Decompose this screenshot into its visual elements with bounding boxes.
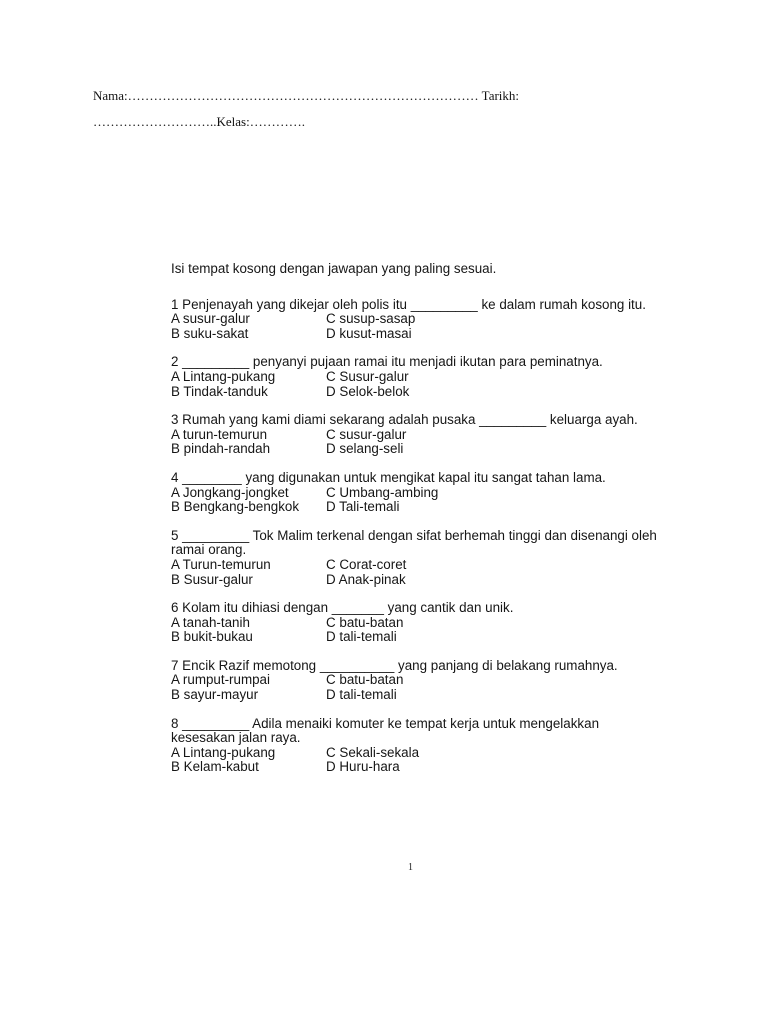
question-1 xyxy=(171,298,661,342)
question-stem: 7 Encik Razif memotong __________ yang panjang di belakang rumahnya. xyxy=(171,657,618,673)
question-stem: 4 ________ yang digunakan untuk mengikat kapal itu sangat tahan lama. xyxy=(171,469,606,485)
answer-options xyxy=(171,616,661,645)
option-d: D selang-seli xyxy=(326,441,404,457)
option-d: D Selok-belok xyxy=(326,383,410,399)
question-stem: 3 Rumah yang kami diami sekarang adalah pusaka _________ keluarga ayah. xyxy=(171,412,638,428)
class-line: ………………………..Kelas:…………. xyxy=(93,114,305,129)
question-2 xyxy=(171,355,661,399)
option-c: C batu-batan xyxy=(326,672,404,688)
option-d: D Tali-temali xyxy=(326,499,400,515)
option-a: A turun-temurun xyxy=(171,426,268,442)
option-d: D kusut-masai xyxy=(326,325,412,341)
question-stem: 6 Kolam itu dihiasi dengan _______ yang cantik dan unik. xyxy=(171,600,514,616)
option-c: C Umbang-ambing xyxy=(326,484,439,500)
option-b: B Bengkang-bengkok xyxy=(171,499,300,515)
page-number: 1 xyxy=(408,862,413,873)
option-c: C susur-galur xyxy=(326,426,407,442)
question-stem: 8 _________ Adila menaiki komuter ke tempat kerja untuk mengelakkan kesesakan jalan raya. xyxy=(171,715,600,746)
option-b: B Susur-galur xyxy=(171,571,253,587)
option-a: A Turun-temurun xyxy=(171,556,271,572)
option-c: C Sekali-sekala xyxy=(326,744,420,760)
question-7 xyxy=(171,659,661,703)
option-c: C batu-batan xyxy=(326,614,404,630)
option-b: B Kelam-kabut xyxy=(171,759,259,775)
option-b: B suku-sakat xyxy=(171,325,249,341)
question-stem: 2 _________ penyanyi pujaan ramai itu menjadi ikutan para peminatnya. xyxy=(171,354,603,370)
instruction-text: Isi tempat kosong dengan jawapan yang paling sesuai. xyxy=(171,261,497,276)
quiz-section xyxy=(171,262,661,789)
answer-options xyxy=(171,558,661,587)
option-b: B pindah-randah xyxy=(171,441,271,457)
question-5 xyxy=(171,529,661,587)
option-c: C susup-sasap xyxy=(326,311,416,327)
question-4 xyxy=(171,471,661,515)
answer-options xyxy=(171,673,661,702)
answer-options xyxy=(171,370,661,399)
option-d: D tali-temali xyxy=(326,687,397,703)
answer-options xyxy=(171,428,661,457)
option-b: B Tindak-tanduk xyxy=(171,383,268,399)
question-8 xyxy=(171,717,661,775)
question-stem: 1 Penjenayah yang dikejar oleh polis itu _________ ke dalam rumah kosong itu. xyxy=(171,296,646,312)
option-b: B bukit-bukau xyxy=(171,629,253,645)
option-c: C Susur-galur xyxy=(326,368,409,384)
name-date-line: Nama:……………………………………………………………………… Tarikh: xyxy=(93,88,520,103)
option-d: D Anak-pinak xyxy=(326,571,406,587)
option-a: A Jongkang-jongket xyxy=(171,484,289,500)
answer-options xyxy=(171,746,661,775)
option-a: A Lintang-pukang xyxy=(171,368,276,384)
question-6 xyxy=(171,601,661,645)
option-b: B sayur-mayur xyxy=(171,687,259,703)
question-stem: 5 _________ Tok Malim terkenal dengan sifat berhemah tinggi dan disenangi oleh ramai orang. xyxy=(171,527,657,558)
option-d: D Huru-hara xyxy=(326,759,400,775)
option-a: A susur-galur xyxy=(171,311,250,327)
question-3 xyxy=(171,413,661,457)
option-d: D tali-temali xyxy=(326,629,397,645)
option-a: A rumput-rumpai xyxy=(171,672,270,688)
option-c: C Corat-coret xyxy=(326,556,407,572)
option-a: A tanah-tanih xyxy=(171,614,250,630)
option-a: A Lintang-pukang xyxy=(171,744,276,760)
answer-options xyxy=(171,486,661,515)
answer-options xyxy=(171,312,661,341)
